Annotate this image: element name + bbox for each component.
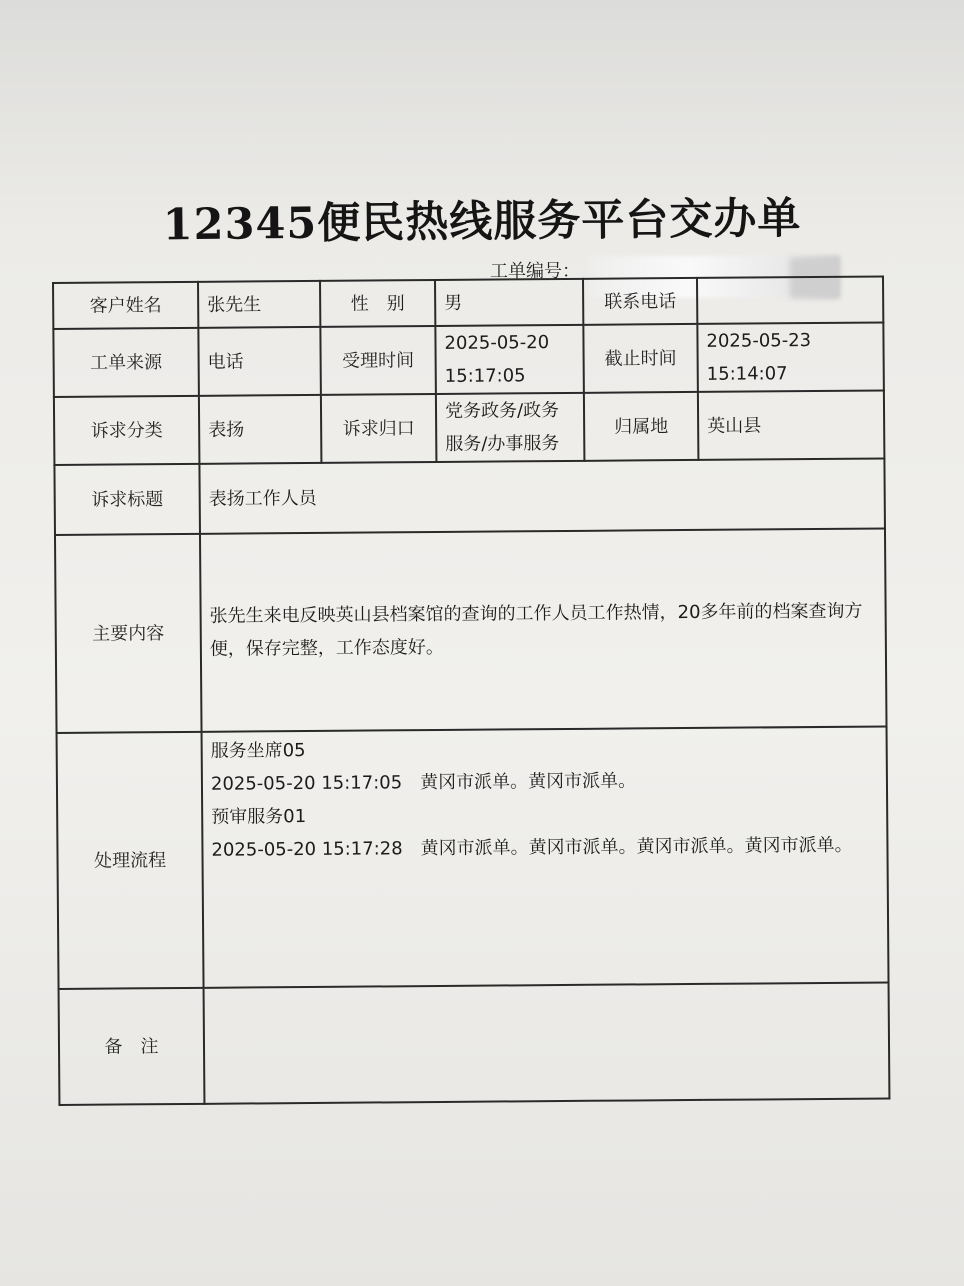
deadline-label: 截止时间 xyxy=(583,324,698,393)
subject-label: 诉求标题 xyxy=(54,464,200,535)
flow-timestamp: 2025-05-20 15:17:05 xyxy=(210,772,403,795)
flow-actor: 预审服务01 xyxy=(211,806,307,828)
accept-date: 2025-05-20 xyxy=(444,332,550,354)
category-value: 表扬 xyxy=(199,395,322,464)
deadline-time: 15:14:07 xyxy=(706,363,788,385)
remark-label: 备 注 xyxy=(59,988,205,1105)
accept-time-value xyxy=(435,325,584,394)
form-row-remark xyxy=(59,982,890,1105)
category-label: 诉求分类 xyxy=(54,396,200,465)
remark-value xyxy=(204,982,890,1103)
work-order-form xyxy=(52,275,890,1106)
location-value: 英山县 xyxy=(698,390,885,459)
order-number-label: 工单编号： xyxy=(490,261,580,282)
flow-timestamp: 2025-05-20 15:17:28 xyxy=(211,838,403,861)
flow-entry xyxy=(211,829,878,867)
form-row-category xyxy=(54,390,885,465)
form-row-customer xyxy=(53,276,883,329)
flow-action: 黄冈市派单。黄冈市派单。黄冈市派单。黄冈市派单。 xyxy=(420,834,853,860)
flow-label: 处理流程 xyxy=(57,732,204,989)
document-title: 12345便民热线服务平台交办单 xyxy=(162,193,802,251)
accept-time-label: 受理时间 xyxy=(320,326,436,395)
location-label: 归属地 xyxy=(584,392,699,461)
flow-value xyxy=(202,726,889,987)
gender-value: 男 xyxy=(435,279,583,326)
flow-entry xyxy=(211,763,878,801)
deadline-date: 2025-05-23 xyxy=(706,330,812,352)
phone-label: 联系电话 xyxy=(583,278,697,325)
gender-label: 性 别 xyxy=(320,280,435,327)
form-row-flow xyxy=(57,726,889,989)
source-value: 电话 xyxy=(198,327,321,396)
form-row-content xyxy=(55,528,887,733)
attribution-line-1: 党务政务/政务 xyxy=(444,400,560,422)
attribution-value xyxy=(436,393,585,462)
form-row-subject xyxy=(54,458,885,535)
flow-actor: 服务坐席05 xyxy=(210,740,306,762)
accept-time: 15:17:05 xyxy=(444,365,526,387)
deadline-value xyxy=(697,322,884,391)
attribution-line-2: 服务/办事服务 xyxy=(445,433,560,455)
flow-action: 黄冈市派单。黄冈市派单。 xyxy=(420,770,637,794)
form-row-source xyxy=(53,322,884,397)
customer-name-label: 客户姓名 xyxy=(53,282,198,329)
subject-value: 表扬工作人员 xyxy=(199,458,885,533)
customer-name-value: 张先生 xyxy=(198,281,320,328)
attribution-label: 诉求归口 xyxy=(321,394,437,463)
source-label: 工单来源 xyxy=(53,328,199,397)
content-label: 主要内容 xyxy=(55,534,202,733)
content-value: 张先生来电反映英山县档案馆的查询的工作人员工作热情，20多年前的档案查询方便，保存完整，工作态度好。 xyxy=(200,528,887,731)
phone-value xyxy=(697,276,883,323)
